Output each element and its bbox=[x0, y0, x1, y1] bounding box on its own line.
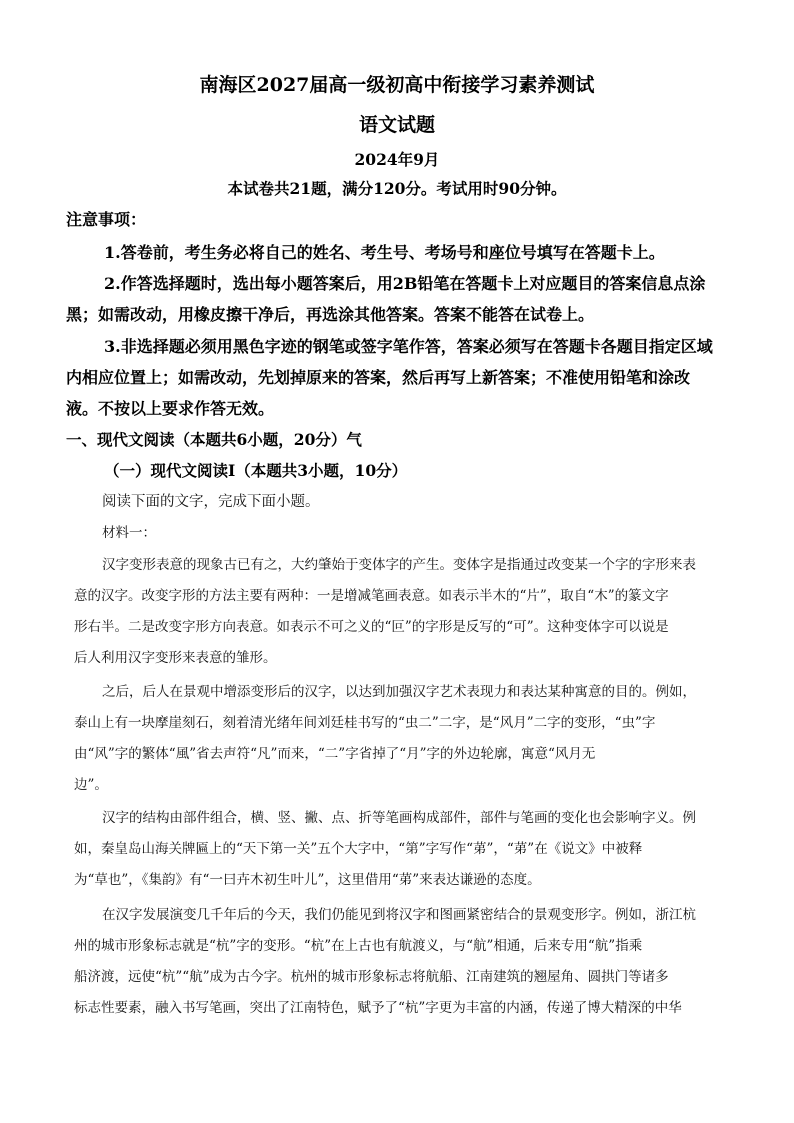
passage-line: 后人利用汉字变形来表意的雏形。 bbox=[74, 650, 277, 666]
passage-line: 汉字变形表意的现象古已有之，大约肇始于变体字的产生。变体字是指通过改变某一个字的字形来表 bbox=[102, 557, 696, 573]
passage-line: 如，秦皇岛山海关牌匾上的“天下第一关”五个大字中，“第”字写作“苐”，“苐”在《说文》中被释 bbox=[74, 841, 643, 857]
passage-line: 州的城市形象标志就是“杭”字的变形。“杭”在上古也有航渡义，与“航”相通，后来专用“航”指乘 bbox=[74, 938, 643, 954]
notice-item-2-line-1: 2.作答选择题时，选出每小题答案后，用2B铅笔在答题卡上对应题目的答案信息点涂 bbox=[104, 274, 706, 293]
passage-line: 由“风”字的繁体“風”省去声符“凡”而来，“二”字省掉了“月”字的外边轮廓，寓意“风月无 bbox=[74, 746, 596, 762]
notice-heading: 注意事项： bbox=[66, 210, 147, 229]
exam-info: 本试卷共21题，满分120分。考试用时90分钟。 bbox=[227, 179, 567, 198]
passage-line: 标志性要素，融入书写笔画，突出了江南特色，赋予了“杭”字更为丰富的内涵，传递了博大精深的中华 bbox=[74, 1000, 682, 1016]
subject-title: 语文试题 bbox=[359, 114, 436, 136]
passage-line: 泰山上有一块摩崖刻石，刻着清光绪年间刘廷桂书写的“虫二”二字，是“风月”二字的变形，“虫”字 bbox=[74, 715, 656, 731]
passage-line: 在汉字发展演变几千年后的今天，我们仍能见到将汉字和图画紧密结合的景观变形字。例如，浙江杭 bbox=[102, 907, 696, 923]
notice-item-1: 1.答卷前，考生务必将自己的姓名、考生号、考场号和座位号填写在答题卡上。 bbox=[104, 243, 665, 262]
exam-title: 南海区2027届高一级初高中衔接学习素养测试 bbox=[199, 74, 595, 96]
exam-date: 2024年9月 bbox=[354, 150, 440, 169]
material-label: 材料一： bbox=[102, 525, 156, 541]
section-subheading: （一）现代文阅读Ⅰ（本题共3小题，10分） bbox=[104, 461, 408, 480]
passage-line: 边”。 bbox=[74, 777, 108, 793]
passage-line: 船济渡，远使“杭”“航”成为古今字。杭州的城市形象标志将航船、江南建筑的翘屋角、圆拱门等诸多 bbox=[74, 969, 669, 985]
reading-instruction: 阅读下面的文字，完成下面小题。 bbox=[102, 494, 320, 510]
section-heading: 一、现代文阅读（本题共6小题，20分）气 bbox=[66, 430, 362, 449]
notice-item-3-line-1: 3.非选择题必须用黑色字迹的钢笔或签字笔作答，答案必须写在答题卡各题目指定区域 bbox=[104, 337, 713, 356]
notice-item-3-line-3: 液。不按以上要求作答无效。 bbox=[66, 399, 275, 418]
passage-line: 汉字的结构由部件组合，横、竖、撇、点、折等笔画构成部件，部件与笔画的变化也会影响字义。例 bbox=[102, 810, 696, 826]
notice-item-3-line-2: 内相应位置上；如需改动，先划掉原来的答案，然后再写上新答案；不准使用铅笔和涂改 bbox=[66, 368, 691, 387]
passage-line: 形右半。二是改变字形方向表意。如表示不可之义的“叵”的字形是反写的“可”。这种变体字可以说是 bbox=[74, 619, 669, 635]
passage-line: 意的汉字。改变字形的方法主要有两种：一是增减笔画表意。如表示半木的“片”，取自“木”的篆文字 bbox=[74, 588, 669, 604]
passage-line: 之后，后人在景观中增添变形后的汉字，以达到加强汉字艺术表现力和表达某种寓意的目的。例如， bbox=[102, 684, 696, 700]
passage-line: 为“草也”，《集韵》有“一曰卉木初生叶儿”，这里借用“苐”来表达谦逊的态度。 bbox=[74, 872, 541, 888]
notice-item-2-line-2: 黑；如需改动，用橡皮擦干净后，再选涂其他答案。答案不能答在试卷上。 bbox=[66, 305, 595, 324]
